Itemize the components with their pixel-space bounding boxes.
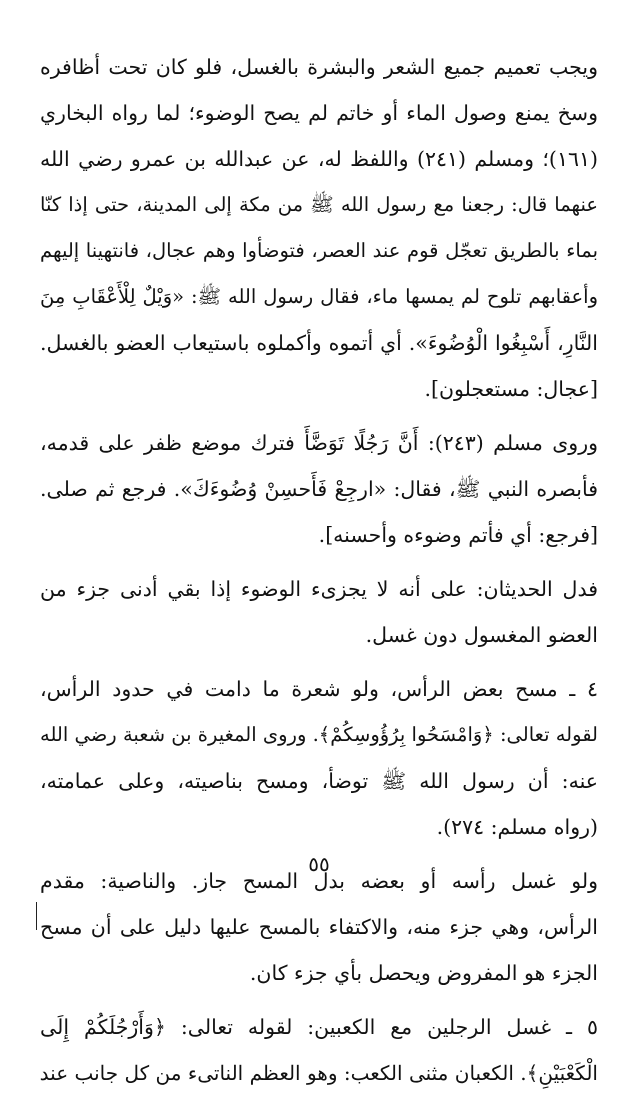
text-line: ويجب تعميم جميع الشعر والبشرة بالغسل، فلو كان تحت أظافره — [40, 55, 598, 79]
text-line: عنه: أن رسول الله ﷺ توضأ، ومسح بناصيته، وعلى عمامته، — [40, 769, 598, 793]
scan-edge-mark — [36, 902, 37, 930]
text-line: النَّارِ، أَسْبِغُوا الْوُضُوءَ». أي أتموه وأكملوه باستيعاب العضو بالغسل. — [40, 331, 598, 355]
paragraph-spacer — [40, 412, 598, 420]
text-line: ٤ ـ مسح بعض الرأس، ولو شعرة ما دامت في حدود الرأس، — [40, 677, 598, 701]
text-line: فدل الحديثان: على أنه لا يجزىء الوضوء إذا بقي أدنى جزء من — [40, 577, 598, 601]
paragraph-6 — [40, 1004, 598, 1096]
text-line: الرأس، وهي جزء منه، والاكتفاء بالمسح عليها دليل على أن مسح — [40, 915, 598, 939]
paragraph-3 — [40, 566, 598, 658]
paragraph-spacer — [40, 658, 598, 666]
text-line: ٥ ـ غسل الرجلين مع الكعبين: لقوله تعالى: ﴿وَأَرْجُلَكُمْ إِلَى — [40, 1015, 598, 1039]
page-number: ٥٥ — [308, 852, 330, 876]
text-line: (١٦١)؛ ومسلم (٢٤١) واللفظ له، عن عبدالله بن عمرو رضي الله — [40, 147, 598, 171]
paragraph-spacer — [40, 558, 598, 566]
text-line: (رواه مسلم: ٢٧٤). — [436, 815, 598, 839]
text-line: [عجال: مستعجلون]. — [424, 377, 598, 401]
text-line: وأعقابهم تلوح لم يمسها ماء، فقال رسول الله ﷺ: «وَيْلٌ لِلْأَعْقَابِ مِنَ — [40, 285, 598, 308]
paragraph-4 — [40, 666, 598, 850]
text-line: الجزء هو المفروض ويحصل بأي جزء كان. — [249, 961, 598, 985]
paragraph-spacer — [40, 996, 598, 1004]
paragraph-1 — [40, 44, 598, 412]
text-line: [فرجع: أي فأتم وضوءه وأحسنه]. — [318, 523, 598, 547]
paragraph-5 — [40, 858, 598, 996]
text-line: فأبصره النبي ﷺ، فقال: «ارجِعْ فَأَحسِنْ وُضُوءَكَ». فرجع ثم صلى. — [40, 477, 598, 501]
text-line: لقوله تعالى: ﴿وَامْسَحُوا بِرُؤُوسِكُمْ﴾. وروى المغيرة بن شعبة رضي الله — [40, 723, 598, 746]
text-line: العضو المغسول دون غسل. — [365, 623, 598, 647]
text-line: عنهما قال: رجعنا مع رسول الله ﷺ من مكة إلى المدينة، حتى إذا كنّا — [40, 193, 598, 216]
paragraph-2 — [40, 420, 598, 558]
text-line: ولو غسل رأسه أو بعضه بدل المسح جاز. والناصية: مقدم — [40, 869, 598, 893]
text-line: بماء بالطريق تعجّل قوم عند العصر، فتوضأوا وهم عجال، فانتهينا إليهم — [40, 239, 598, 262]
text-line: الْكَعْبَيْنِ﴾. الكعبان مثنى الكعب: وهو العظم الناتىء من كل جانب عند — [40, 1061, 598, 1085]
text-line: وروى مسلم (٢٤٣): أَنَّ رَجُلًا تَوَضَّأَ فترك موضع ظفر على قدمه، — [40, 431, 598, 455]
text-line: وسخ يمنع وصول الماء أو خاتم لم يصح الوضوء؛ لما رواه البخاري — [40, 101, 598, 125]
page-text — [40, 44, 598, 1096]
